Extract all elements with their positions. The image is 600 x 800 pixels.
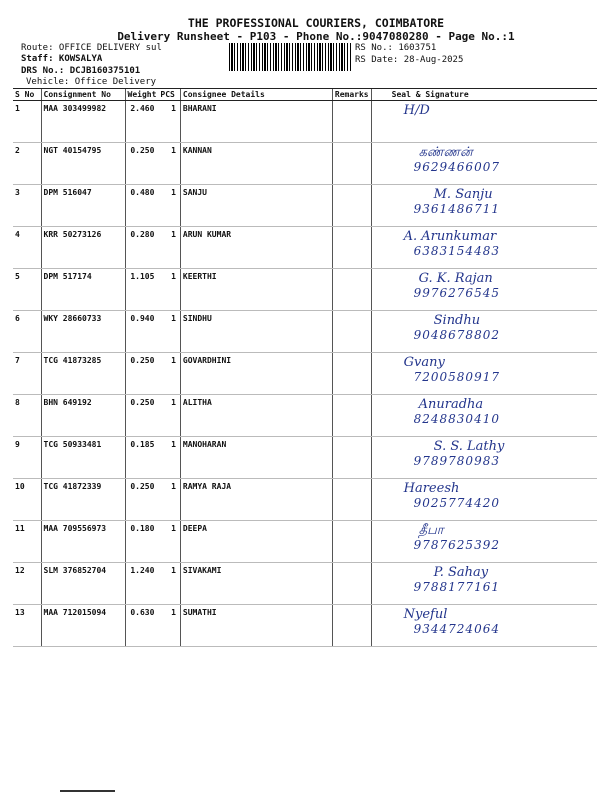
handwritten-signature [374, 608, 595, 636]
handwritten-signature [374, 146, 595, 174]
cell-consignee: BHARANI [180, 101, 332, 143]
cell-weight: 0.250 [125, 143, 158, 185]
cell-weight: 0.185 [125, 437, 158, 479]
cell-pcs: 1 [158, 143, 180, 185]
cell-remarks [332, 185, 371, 227]
handwritten-signature [374, 314, 595, 342]
cell-remarks [332, 479, 371, 521]
cell-remarks [332, 143, 371, 185]
cell-pcs: 1 [158, 185, 180, 227]
cell-pcs: 1 [158, 521, 180, 563]
cell-pcs: 1 [158, 479, 180, 521]
signature-phone: 8248830410 [413, 412, 500, 426]
table-row [13, 101, 597, 143]
cell-sno: 10 [13, 479, 41, 521]
table-row [13, 353, 597, 395]
signature-phone: 6383154483 [413, 244, 500, 258]
cell-consignment: MAA 303499982 [41, 101, 125, 143]
handwritten-signature [374, 188, 595, 216]
signature-text: கண்ணன் [418, 145, 473, 160]
signature-phone: 9788177161 [413, 580, 500, 594]
staff-info: Staff: KOWSALYA [21, 54, 103, 64]
table-row [13, 227, 597, 269]
cell-sno: 4 [13, 227, 41, 269]
cell-signature [371, 143, 597, 185]
handwritten-signature [374, 440, 595, 468]
signature-phone: 9344724064 [413, 622, 500, 636]
cell-remarks [332, 395, 371, 437]
col-seal-signature: Seal & Signature [371, 89, 597, 101]
cell-signature [371, 437, 597, 479]
route-info: Route: OFFICE DELIVERY sul [21, 43, 162, 53]
cell-remarks [332, 227, 371, 269]
cell-consignment: KRR 50273126 [41, 227, 125, 269]
signature-phone: 9789780983 [413, 454, 500, 468]
cell-sno: 1 [13, 101, 41, 143]
handwritten-signature [374, 482, 595, 510]
signature-text: S. S. Lathy [433, 439, 505, 454]
table-row [13, 521, 597, 563]
table-row [13, 563, 597, 605]
cell-weight: 0.250 [125, 479, 158, 521]
col-consignment: Consignment No [41, 89, 125, 101]
col-pcs: PCS [158, 89, 180, 101]
cell-consignee: SINDHU [180, 311, 332, 353]
cell-pcs: 1 [158, 101, 180, 143]
cell-consignee: ALITHA [180, 395, 332, 437]
cell-consignment: MAA 712015094 [41, 605, 125, 647]
cell-weight: 0.630 [125, 605, 158, 647]
cell-pcs: 1 [158, 227, 180, 269]
cell-pcs: 1 [158, 311, 180, 353]
signature-phone: 7200580917 [413, 370, 500, 384]
cell-consignment: WKY 28660733 [41, 311, 125, 353]
company-title: THE PROFESSIONAL COURIERS, COIMBATORE [187, 16, 445, 30]
cell-consignment: NGT 40154795 [41, 143, 125, 185]
handwritten-signature [374, 524, 595, 552]
cell-signature [371, 479, 597, 521]
signature-phone: 9048678802 [413, 328, 500, 342]
cell-signature [371, 395, 597, 437]
signature-text: Gvany [403, 355, 445, 370]
cell-consignment: BHN 649192 [41, 395, 125, 437]
table-row [13, 479, 597, 521]
cell-pcs: 1 [158, 395, 180, 437]
cell-consignee: GOVARDHINI [180, 353, 332, 395]
col-consignee: Consignee Details [180, 89, 332, 101]
cell-remarks [332, 311, 371, 353]
cell-consignment: SLM 376852704 [41, 563, 125, 605]
cell-consignee: RAMYA RAJA [180, 479, 332, 521]
cell-weight: 0.940 [125, 311, 158, 353]
col-sno: S No [13, 89, 41, 101]
cell-signature [371, 311, 597, 353]
cell-signature [371, 353, 597, 395]
drs-number: DRS No.: DCJB160375101 [21, 66, 141, 76]
cell-consignee: SIVAKAMI [180, 563, 332, 605]
cell-consignee: SUMATHI [180, 605, 332, 647]
cell-signature [371, 227, 597, 269]
cell-pcs: 1 [158, 563, 180, 605]
signature-text: Nyeful [403, 607, 448, 622]
cell-consignee: MANOHARAN [180, 437, 332, 479]
signature-text: M. Sanju [433, 187, 493, 202]
signature-text: G. K. Rajan [418, 271, 493, 286]
cell-signature [371, 101, 597, 143]
cell-remarks [332, 521, 371, 563]
handwritten-signature [374, 272, 595, 300]
cell-consignment: DPM 517174 [41, 269, 125, 311]
handwritten-signature [374, 398, 595, 426]
cell-remarks [332, 269, 371, 311]
cell-sno: 6 [13, 311, 41, 353]
cell-signature [371, 605, 597, 647]
cell-consignment: TCG 50933481 [41, 437, 125, 479]
runsheet-subtitle: Delivery Runsheet - P103 - Phone No.:9047080280 - Page No.:1 [117, 30, 515, 43]
scan-mark [60, 790, 115, 792]
cell-sno: 9 [13, 437, 41, 479]
cell-pcs: 1 [158, 605, 180, 647]
cell-signature [371, 269, 597, 311]
rs-number: RS No.: 1603751 [355, 43, 437, 53]
cell-weight: 0.250 [125, 353, 158, 395]
cell-signature [371, 185, 597, 227]
handwritten-signature [374, 356, 595, 384]
signature-text: Anuradha [418, 397, 484, 412]
cell-sno: 13 [13, 605, 41, 647]
cell-signature [371, 563, 597, 605]
cell-sno: 7 [13, 353, 41, 395]
signature-text: Sindhu [433, 313, 481, 328]
cell-remarks [332, 437, 371, 479]
signature-text: H/D [403, 103, 430, 118]
runsheet-table [13, 88, 597, 647]
signature-phone: 9361486711 [413, 202, 500, 216]
col-remarks: Remarks [332, 89, 371, 101]
table-row [13, 269, 597, 311]
cell-remarks [332, 605, 371, 647]
cell-weight: 0.180 [125, 521, 158, 563]
signature-phone: 9976276545 [413, 286, 500, 300]
table-row [13, 185, 597, 227]
handwritten-signature [374, 230, 595, 258]
handwritten-signature [374, 566, 595, 594]
cell-weight: 0.280 [125, 227, 158, 269]
rs-date: RS Date: 28-Aug-2025 [355, 55, 464, 65]
signature-phone: 9629466007 [413, 160, 500, 174]
cell-sno: 5 [13, 269, 41, 311]
cell-sno: 12 [13, 563, 41, 605]
cell-pcs: 1 [158, 353, 180, 395]
cell-sno: 2 [13, 143, 41, 185]
cell-weight: 0.480 [125, 185, 158, 227]
cell-consignment: DPM 516047 [41, 185, 125, 227]
cell-consignee: KANNAN [180, 143, 332, 185]
handwritten-signature [374, 104, 595, 118]
barcode [229, 43, 351, 71]
cell-consignee: ARUN KUMAR [180, 227, 332, 269]
cell-weight: 1.240 [125, 563, 158, 605]
signature-text: Hareesh [403, 481, 460, 496]
signature-text: P. Sahay [433, 565, 489, 580]
cell-consignment: TCG 41873285 [41, 353, 125, 395]
cell-sno: 8 [13, 395, 41, 437]
cell-sno: 11 [13, 521, 41, 563]
table-row [13, 311, 597, 353]
col-weight: Weight [125, 89, 158, 101]
cell-consignee: KEERTHI [180, 269, 332, 311]
signature-phone: 9787625392 [413, 538, 500, 552]
signature-text: A. Arunkumar [403, 229, 497, 244]
cell-weight: 0.250 [125, 395, 158, 437]
table-row [13, 437, 597, 479]
cell-consignee: DEEPA [180, 521, 332, 563]
vehicle-info: Vehicle: Office Delivery [26, 77, 157, 87]
cell-consignment: TCG 41872339 [41, 479, 125, 521]
table-row [13, 143, 597, 185]
cell-consignment: MAA 709556973 [41, 521, 125, 563]
cell-remarks [332, 353, 371, 395]
cell-remarks [332, 101, 371, 143]
table-row [13, 395, 597, 437]
cell-signature [371, 521, 597, 563]
cell-weight: 2.460 [125, 101, 158, 143]
cell-consignee: SANJU [180, 185, 332, 227]
cell-pcs: 1 [158, 437, 180, 479]
signature-phone: 9025774420 [413, 496, 500, 510]
cell-pcs: 1 [158, 269, 180, 311]
table-header-row [13, 89, 597, 101]
cell-remarks [332, 563, 371, 605]
signature-text: தீபா [418, 523, 444, 538]
cell-weight: 1.105 [125, 269, 158, 311]
cell-sno: 3 [13, 185, 41, 227]
table-row [13, 605, 597, 647]
